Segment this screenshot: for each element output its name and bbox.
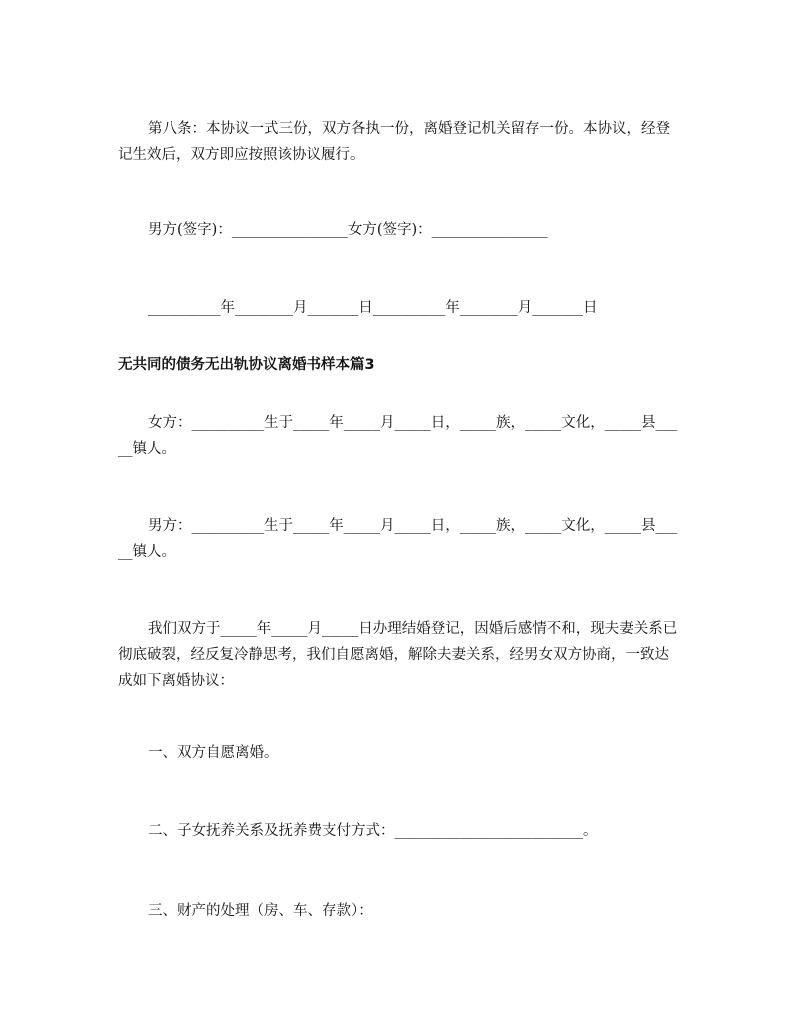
clause-3: 三、财产的处理（房、车、存款）： [148, 903, 373, 919]
section-title: 无共同的债务无出轨协议离婚书样本篇3 [118, 357, 375, 373]
male-party-paragraph: 男方：__________生于_____年_____月_____日，_____族，_____文化，_____县_____镇人。 [118, 518, 678, 560]
article-8-paragraph: 第八条：本协议一式三份，双方各执一份，离婚登记机关留存一份。本协议，经登记生效后，双方即应按照该协议履行。 [118, 121, 670, 163]
intro-paragraph: 我们双方于_____年_____月_____日办理结婚登记，因婚后感情不和，现夫妻关系已彻底破裂，经反复冷静思考，我们自愿离婚，解除夫妻关系，经男女双方协商，一致达成如下离婚协议： [118, 621, 678, 689]
female-party-paragraph: 女方：__________生于_____年_____月_____日，_____族，_____文化，_____县_____镇人。 [118, 415, 678, 457]
clause-1: 一、双方自愿离婚。 [148, 745, 279, 761]
clause-2: 二、子女抚养关系及抚养费支付方式：__________________________。 [148, 823, 598, 839]
date-line: __________年________月_______日__________年________月_______日 [148, 300, 598, 316]
signature-line: 男方(签字)：________________女方(签字)：________________ [148, 222, 548, 238]
